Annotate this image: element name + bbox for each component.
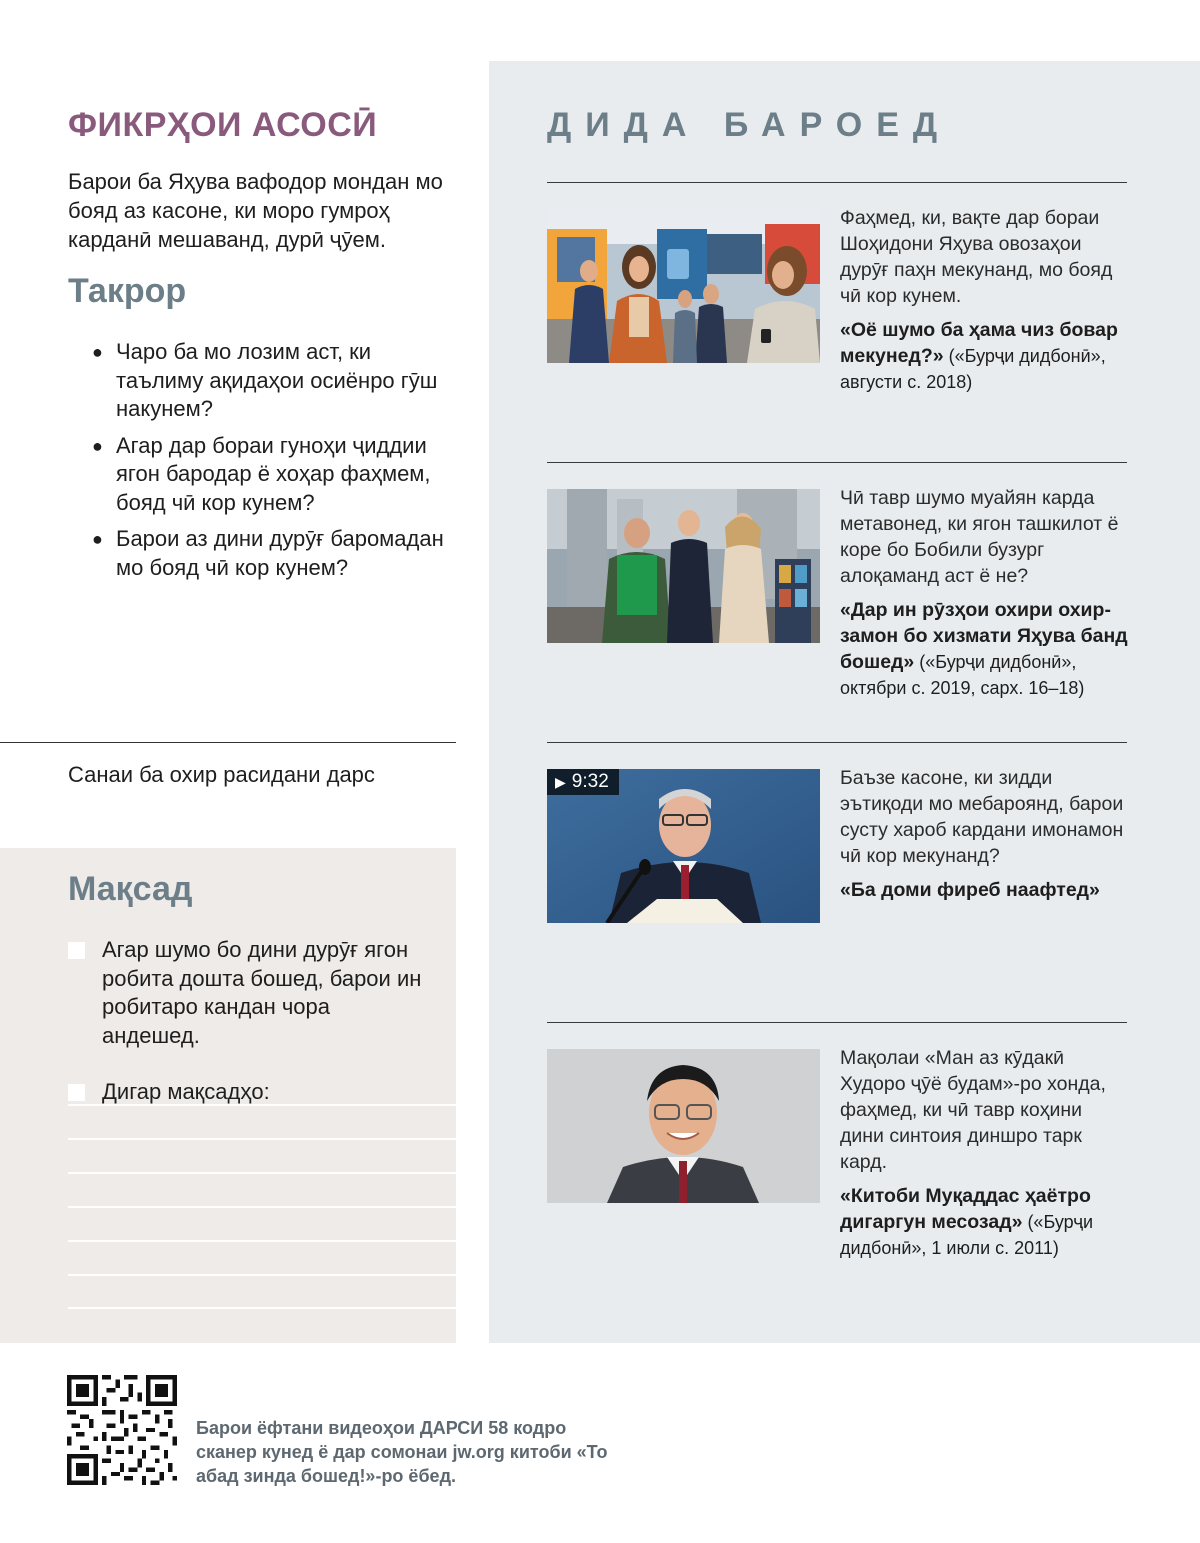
- goal-title: Мақсад: [68, 870, 193, 908]
- further-entry-text: [840, 485, 1130, 701]
- divider: [0, 742, 456, 743]
- video-thumbnail[interactable]: [547, 769, 820, 923]
- divider: [547, 182, 1127, 183]
- reference-title[interactable]: «Ба доми фиреб наафтед»: [840, 879, 1100, 901]
- write-line[interactable]: [68, 1307, 456, 1309]
- review-item: [92, 525, 462, 582]
- play-icon[interactable]: ▶: [555, 774, 566, 790]
- write-line[interactable]: [68, 1172, 456, 1174]
- goal-checkbox[interactable]: [68, 1084, 85, 1101]
- review-title: Такрор: [68, 272, 187, 310]
- bullet-icon: ●: [92, 342, 103, 362]
- further-question: Фаҳмед, ки, вақте дар бораи Шоҳидони Яҳува овозаҳои дурӯғ паҳн мекунанд, мо бояд чӣ кор кунем.: [840, 207, 1113, 307]
- key-thoughts-title: ФИКРҲОИ АСОСӢ: [68, 106, 378, 144]
- write-line[interactable]: [68, 1138, 456, 1140]
- review-item-text: Барои аз дини дурӯғ баромадан мо бояд чӣ кор кунем?: [116, 526, 444, 580]
- further-entry-text: [840, 765, 1130, 903]
- further-question: Мақолаи «Ман аз кӯдакӣ Худоро ҷӯё будам»-ро хонда, фаҳмед, ки чӣ тавр коҳини дини синтоия диншро тарк кард.: [840, 1047, 1106, 1173]
- reference-title[interactable]: «Оё шумо ба ҳама чиз бовар мекунед?»: [840, 319, 1118, 367]
- footer-note: Барои ёфтани видеоҳои ДАРСИ 58 кодро сканер кунед ё дар сомонаи jw.org китоби «То абад зинда бошед!»-ро ёбед.: [196, 1418, 608, 1486]
- review-item-text: Агар дар бораи гуноҳи ҷиддии ягон бародар ё хоҳар фаҳмем, бояд чӣ кор кунем?: [116, 432, 431, 515]
- further-title: ДИДА БАРОЕД: [547, 106, 952, 144]
- divider: [547, 1022, 1127, 1023]
- review-item-text: Чаро ба мо лозим аст, ки таълиму ақидаҳои осиёнро гӯш накунем?: [116, 339, 438, 421]
- qr-code-icon[interactable]: [67, 1375, 177, 1485]
- reference-source: («Бурҷи дидбонӣ», октябри с. 2019, сарх. 16–18): [840, 652, 1085, 698]
- street-witnessing-image[interactable]: [547, 489, 820, 643]
- goal-item-text: Дигар мақсадҳо:: [102, 1079, 270, 1104]
- divider: [547, 742, 1127, 743]
- video-duration-badge: [547, 769, 619, 795]
- further-reference[interactable]: [840, 597, 1130, 701]
- goal-item: [68, 936, 428, 1050]
- video-duration: 9:32: [571, 771, 609, 792]
- review-item: [92, 338, 462, 424]
- reference-source: («Бурҷи дидбонӣ», 1 июли с. 2011): [840, 1212, 1094, 1258]
- divider: [547, 462, 1127, 463]
- reference-title[interactable]: «Китоби Муқаддас ҳаётро дигаргун месозад»: [840, 1185, 1091, 1233]
- bullet-icon: ●: [92, 435, 103, 456]
- reference-source: («Бурҷи дидбонӣ», августи с. 2018): [840, 346, 1106, 392]
- goal-checkbox[interactable]: [68, 942, 85, 959]
- further-question: Чӣ тавр шумо муайян карда метавонед, ки ягон ташкилот ё коре бо Бобили бузург алоқаманд аст ё не?: [840, 487, 1119, 587]
- further-reference[interactable]: [840, 317, 1130, 395]
- further-question: Баъзе касоне, ки зидди эътиқоди мо мебароянд, барои сусту хароб кардани имонамон чӣ кор мекунанд?: [840, 767, 1124, 867]
- portrait-image[interactable]: [547, 1049, 820, 1203]
- goal-item-text: Агар шумо бо дини дурӯғ ягон робита дошта бошед, барои ин робитаро кандан чора андешед.: [102, 937, 422, 1048]
- further-reference[interactable]: [840, 877, 1130, 903]
- write-line[interactable]: [68, 1104, 456, 1106]
- review-list: [92, 338, 462, 590]
- rumor-scene-image[interactable]: [547, 209, 820, 363]
- portrait-illustration: [547, 1049, 820, 1203]
- street-witnessing-illustration: [547, 489, 820, 643]
- further-reference[interactable]: [840, 1183, 1130, 1261]
- further-entry-text: [840, 1045, 1130, 1261]
- bullet-icon: ●: [92, 529, 103, 549]
- end-date-label: Санаи ба охир расидани дарс: [68, 762, 375, 787]
- write-line[interactable]: [68, 1206, 456, 1208]
- goal-item: [68, 1078, 428, 1107]
- review-item: [92, 432, 462, 518]
- write-line[interactable]: [68, 1240, 456, 1242]
- further-entry-text: [840, 205, 1130, 395]
- reference-title[interactable]: «Дар ин рӯзҳои охири охир-замон бо хизмати Яҳува банд бошед»: [840, 599, 1128, 673]
- key-thoughts-text: Барои ба Яҳува вафодор мондан мо бояд аз касоне, ки моро гумроҳ карданӣ мешаванд, дурӣ ҷӯем.: [68, 169, 443, 252]
- write-line[interactable]: [68, 1274, 456, 1276]
- rumor-scene-illustration: [547, 209, 820, 363]
